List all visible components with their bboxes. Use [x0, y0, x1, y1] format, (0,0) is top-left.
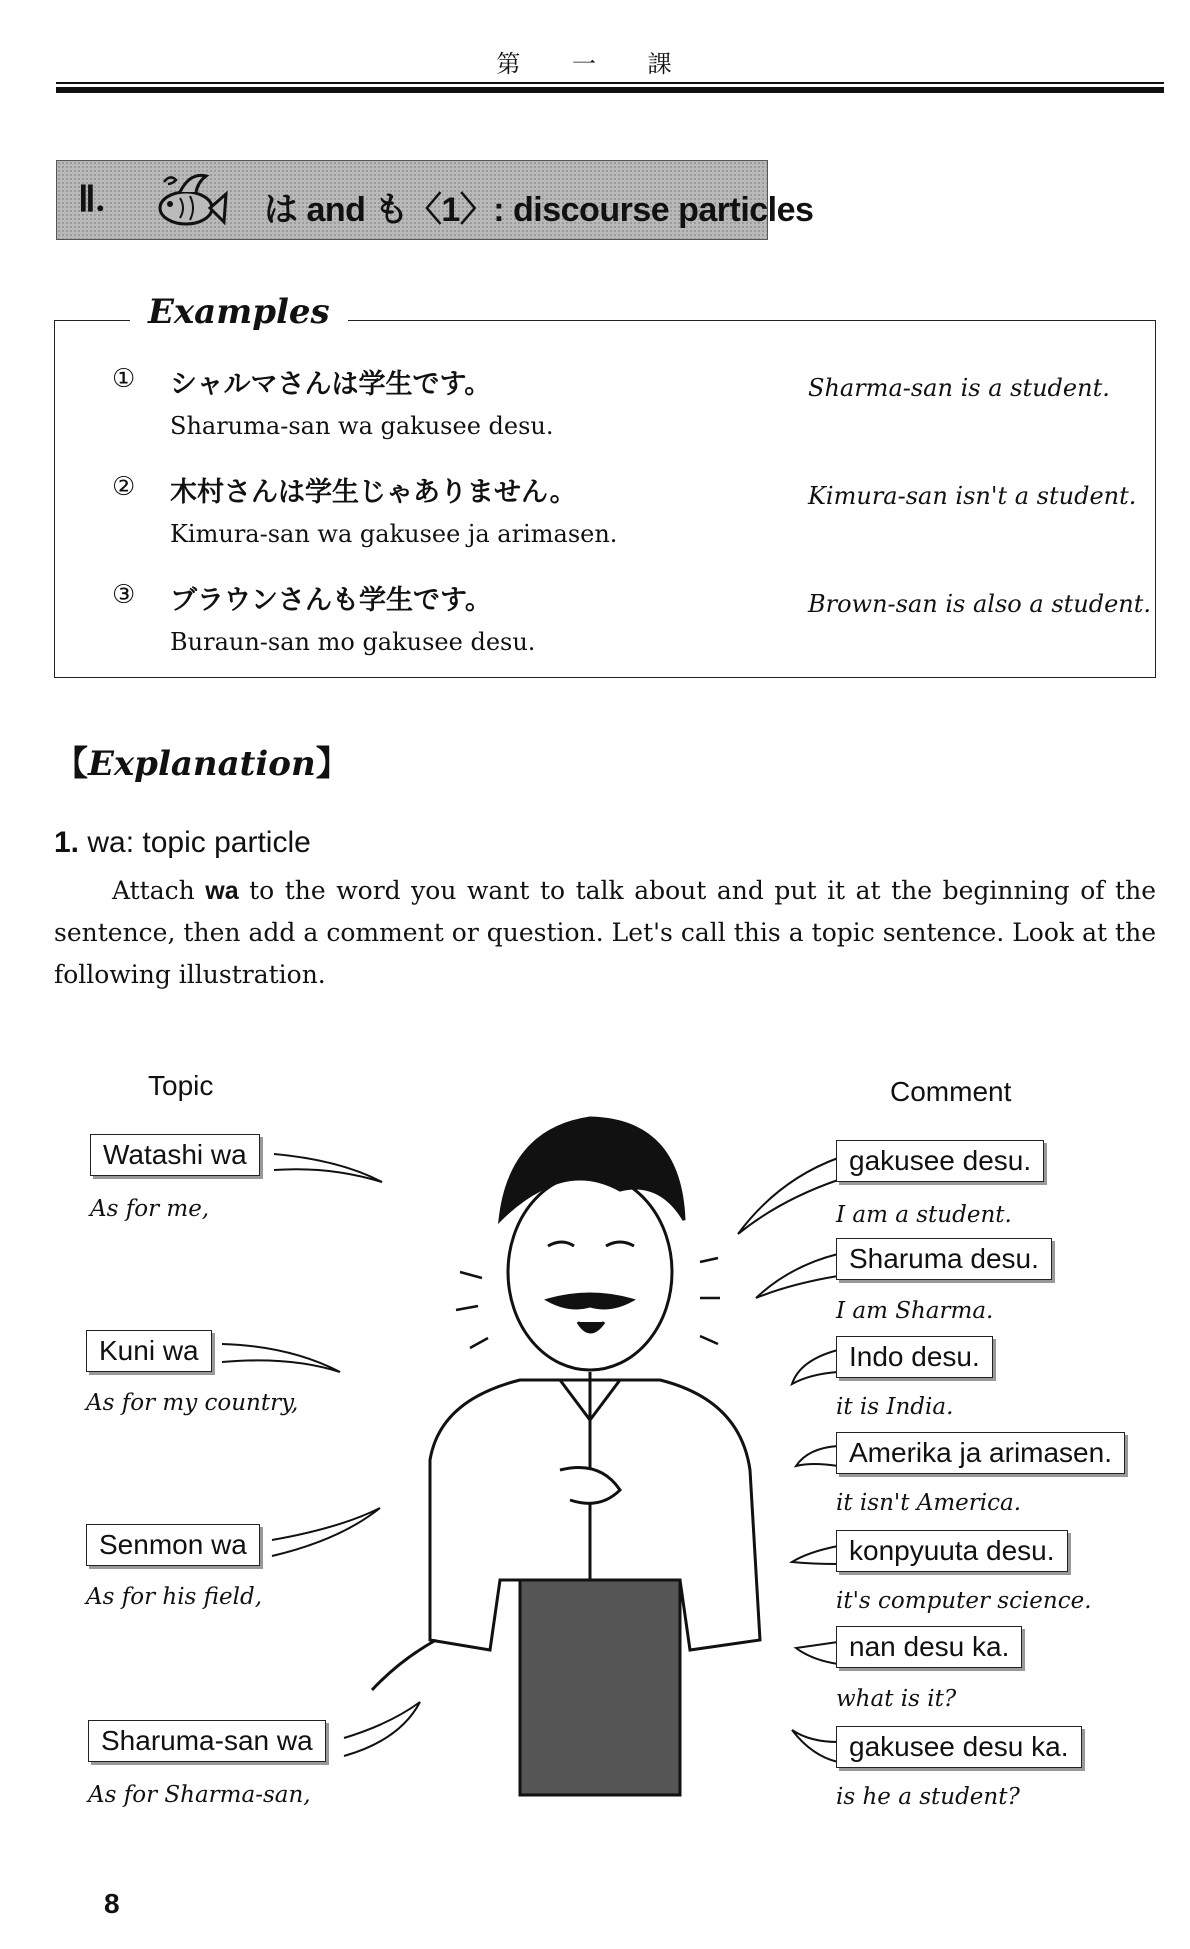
subheading-number: 1.: [54, 826, 80, 859]
heading-bracket-open: 【: [54, 744, 88, 784]
example-romaji: Sharuma-san wa gakusee desu.: [170, 412, 554, 440]
explanation-paragraph: [54, 870, 1156, 996]
topic-caption: As for my country,: [86, 1390, 299, 1416]
topic-caption: As for me,: [90, 1196, 210, 1222]
fish-icon: [150, 164, 230, 236]
comment-caption: what is it?: [836, 1686, 957, 1712]
comment-label: Sharuma desu.: [836, 1238, 1052, 1280]
examples-title: Examples: [130, 292, 348, 332]
topic-heading: Topic: [148, 1070, 214, 1101]
chapter-title: 第 一 課: [496, 50, 694, 78]
page-number: 8: [104, 1888, 120, 1919]
example-number: ③: [112, 580, 136, 610]
para-text: Attach: [112, 876, 206, 905]
section-number: Ⅱ.: [78, 179, 105, 219]
subheading: [54, 826, 311, 860]
comment-label: Amerika ja arimasen.: [836, 1432, 1125, 1474]
topic-caption: As for his field,: [86, 1584, 263, 1610]
example-romaji: Kimura-san wa gakusee ja arimasen.: [170, 520, 618, 548]
comment-caption: it isn't America.: [836, 1490, 1022, 1516]
topic-label: Sharuma-san wa: [88, 1720, 326, 1762]
header-rule-thin: [56, 82, 1164, 84]
comment-caption: I am Sharma.: [836, 1298, 994, 1324]
comment-label: Indo desu.: [836, 1336, 993, 1378]
topic-caption: As for Sharma-san,: [88, 1782, 311, 1808]
comment-heading: Comment: [890, 1076, 1012, 1107]
para-text: to the word you want to talk about and put it at the beginning of the sentence, then add a comment or question. Let's call this a topic sentence. Look at the following illustration.: [54, 876, 1156, 989]
topic-label: Watashi wa: [90, 1134, 260, 1176]
example-japanese: 木村さんは学生じゃありません。: [170, 477, 577, 508]
comment-label: gakusee desu ka.: [836, 1726, 1082, 1768]
comment-label: gakusee desu.: [836, 1140, 1044, 1182]
example-number: ②: [112, 472, 136, 502]
comment-caption: I am a student.: [836, 1202, 1012, 1228]
example-japanese: ブラウンさんも学生です。: [170, 585, 492, 616]
example-number: ①: [112, 364, 136, 394]
section-title: は and も〈1〉: discourse particles: [264, 191, 814, 229]
comment-label: nan desu ka.: [836, 1626, 1022, 1668]
comment-caption: it's computer science.: [836, 1588, 1092, 1614]
topic-label: Kuni wa: [86, 1330, 212, 1372]
comment-label: konpyuuta desu.: [836, 1530, 1068, 1572]
header-rule-thick: [56, 87, 1164, 93]
example-english: Kimura-san isn't a student.: [808, 482, 1137, 510]
example-romaji: Buraun-san mo gakusee desu.: [170, 628, 536, 656]
comment-caption: it is India.: [836, 1394, 954, 1420]
comment-caption: is he a student?: [836, 1784, 1020, 1810]
subheading-text: wa: topic particle: [87, 826, 311, 859]
heading-bracket-close: 】: [315, 744, 350, 784]
example-japanese: シャルマさんは学生です。: [170, 369, 492, 400]
example-english: Brown-san is also a student.: [808, 590, 1152, 618]
explanation-heading: [54, 736, 350, 785]
para-bold-term: wa: [205, 877, 239, 905]
explanation-heading-text: Explanation: [88, 744, 316, 784]
topic-label: Senmon wa: [86, 1524, 260, 1566]
example-english: Sharma-san is a student.: [808, 374, 1110, 402]
